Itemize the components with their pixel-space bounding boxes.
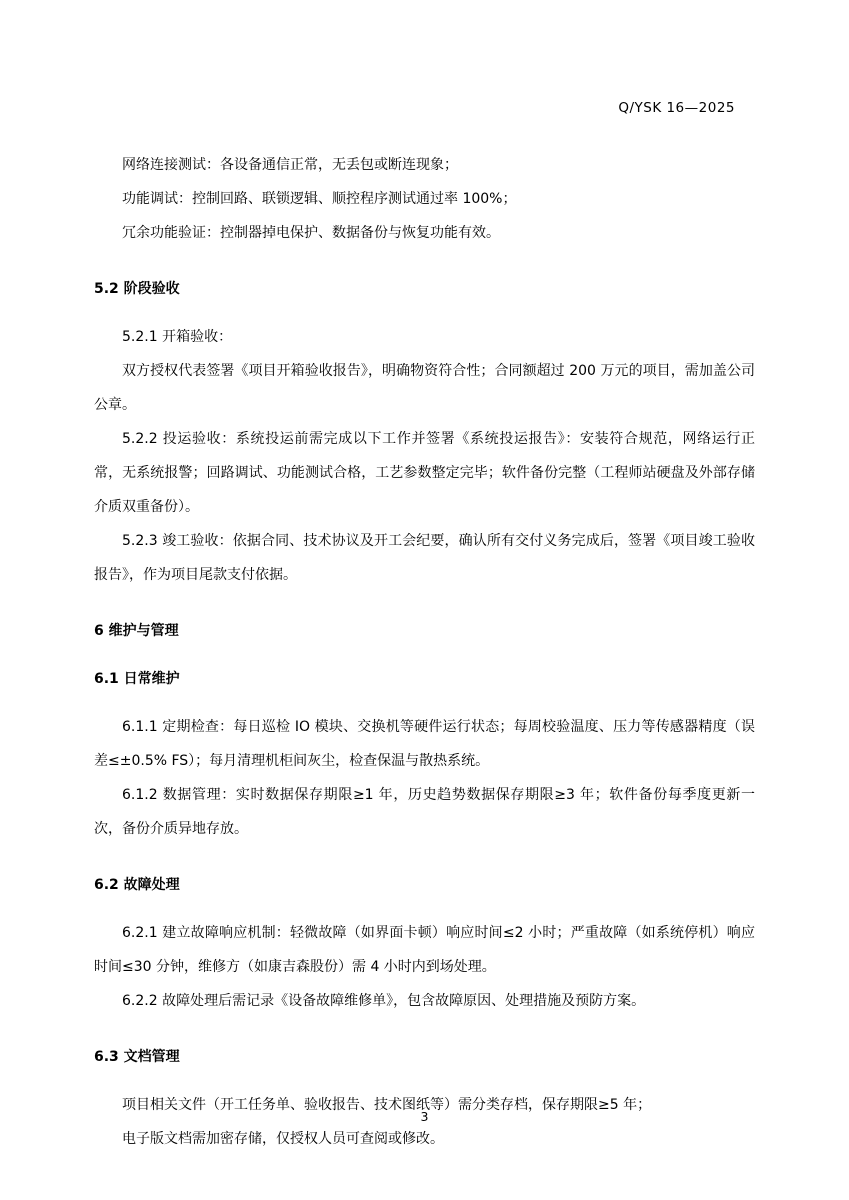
spacer xyxy=(94,648,755,662)
spacer xyxy=(94,592,755,614)
body-line: 项目相关文件（开工任务单、验收报告、技术图纸等）需分类存档，保存期限≥5 年； xyxy=(122,1097,652,1113)
section-heading: 6.2 故障处理 xyxy=(94,877,180,893)
spacer xyxy=(94,1018,755,1040)
spacer xyxy=(94,250,755,272)
body-line: 功能调试：控制回路、联锁逻辑、顺控程序测试通过率 100%； xyxy=(122,191,517,207)
spacer xyxy=(94,1074,755,1088)
spacer xyxy=(94,902,755,916)
body-paragraph: 双方授权代表签署《项目开箱验收报告》，明确物资符合性；合同额超过 200 万元的项目，需加盖公司公章。 xyxy=(94,363,755,413)
document-body xyxy=(94,148,755,1156)
body-line: 冗余功能验证：控制器掉电保护、数据备份与恢复功能有效。 xyxy=(122,225,500,241)
spacer xyxy=(94,696,755,710)
section-heading: 6.1 日常维护 xyxy=(94,671,180,687)
document-header-code: Q/YSK 16—2025 xyxy=(618,100,735,116)
body-line: 网络连接测试：各设备通信正常，无丢包或断连现象； xyxy=(122,157,458,173)
section-heading: 6 维护与管理 xyxy=(94,623,179,639)
body-paragraph: 5.2.2 投运验收：系统投运前需完成以下工作并签署《系统投运报告》：安装符合规范，网络运行正常，无系统报警；回路调试、功能测试合格，工艺参数整定完毕；软件备份完整（工程师站硬盘及外部存储介质双重备份）。 xyxy=(94,431,755,515)
body-line: 电子版文档需加密存储，仅授权人员可查阅或修改。 xyxy=(122,1131,444,1147)
section-heading: 5.2 阶段验收 xyxy=(94,281,180,297)
body-paragraph: 5.2.3 竣工验收：依据合同、技术协议及开工会纪要，确认所有交付义务完成后，签署《项目竣工验收报告》，作为项目尾款支付依据。 xyxy=(94,533,755,583)
spacer xyxy=(94,306,755,320)
page-number: 3 xyxy=(420,1109,429,1124)
spacer xyxy=(94,846,755,868)
body-paragraph: 6.1.2 数据管理：实时数据保存期限≥1 年，历史趋势数据保存期限≥3 年；软件备份每季度更新一次，备份介质异地存放。 xyxy=(94,787,755,837)
body-line: 5.2.1 开箱验收： xyxy=(122,329,233,345)
body-paragraph: 6.2.1 建立故障响应机制：轻微故障（如界面卡顿）响应时间≤2 小时；严重故障（如系统停机）响应时间≤30 分钟，维修方（如康吉森股份）需 4 小时内到场处理。 xyxy=(94,925,755,975)
section-heading: 6.3 文档管理 xyxy=(94,1049,180,1065)
body-paragraph: 6.2.2 故障处理后需记录《设备故障维修单》，包含故障原因、处理措施及预防方案。 xyxy=(122,993,646,1009)
body-paragraph: 6.1.1 定期检查：每日巡检 IO 模块、交换机等硬件运行状态；每周校验温度、压力等传感器精度（误差≤±0.5% FS）；每月清理机柜间灰尘，检查保温与散热系统。 xyxy=(94,719,755,769)
